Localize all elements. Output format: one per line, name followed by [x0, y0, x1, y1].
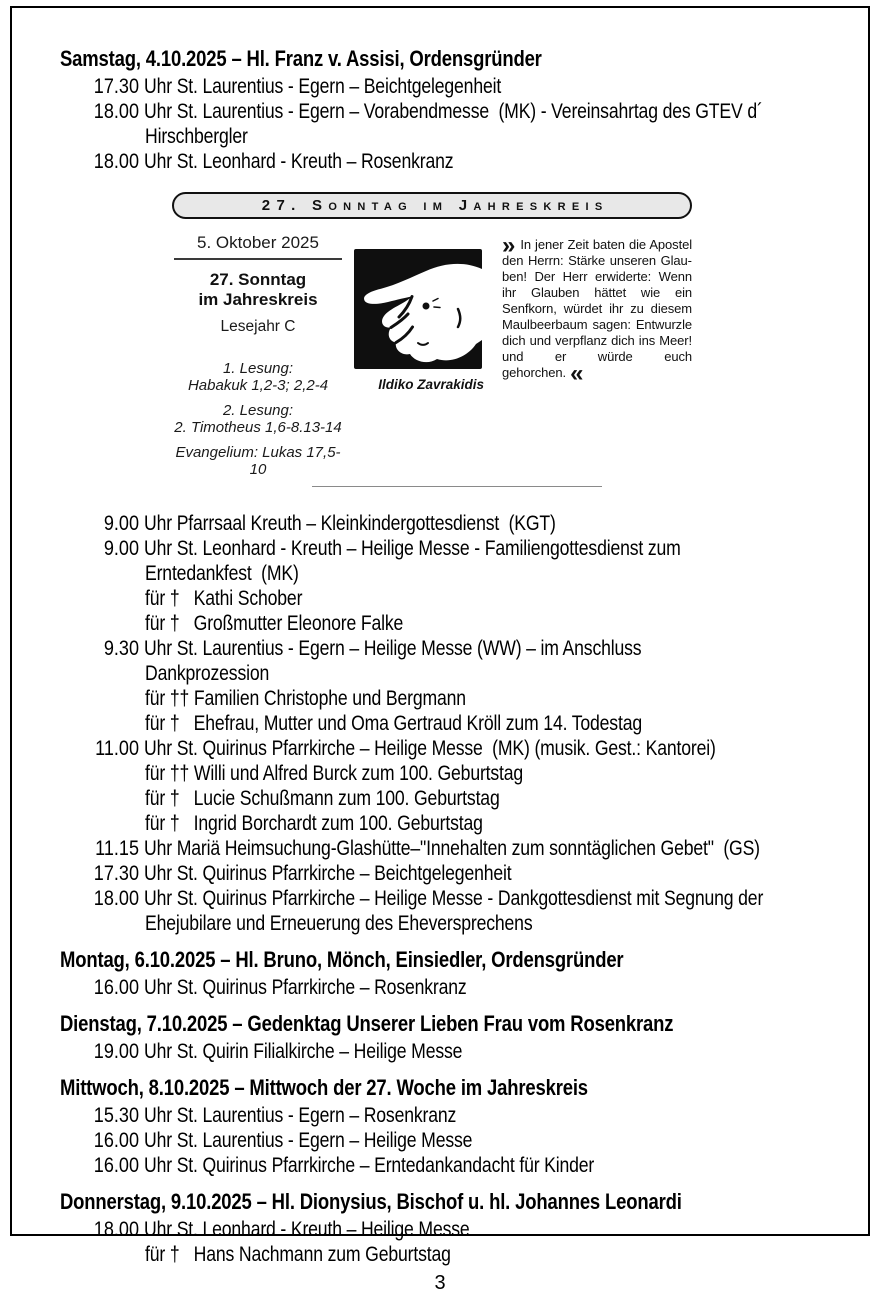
schedule-entry [12, 1039, 868, 1064]
entry-text: Uhr St. Quirinus Pfarrkirche – Rosenkranz [144, 976, 467, 999]
quote-close-icon: « [570, 360, 584, 387]
day-block [12, 511, 868, 936]
entry-time: 11.15 [95, 837, 139, 860]
schedule-continuation-line: Ehejubilare und Erneuerung des Eheversprechens [145, 912, 533, 935]
entry-text: Uhr St. Leonhard - Kreuth – Heilige Messe [144, 1218, 470, 1241]
entry-time: 18.00 [93, 1218, 139, 1241]
schedule-continuation-line: für † Ehefrau, Mutter und Oma Gertraud Kröll zum 14. Todestag [145, 712, 642, 735]
entry-time: 16.00 [93, 1154, 139, 1177]
entry-time: 18.00 [93, 100, 139, 123]
day-heading: Mittwoch, 8.10.2025 – Mittwoch der 27. Woche im Jahreskreis [60, 1075, 588, 1100]
entry-text: Uhr St. Laurentius - Egern – Beichtgelegenheit [144, 75, 502, 98]
entry-time: 9.00 [103, 537, 139, 560]
schedule-entry [12, 975, 868, 1000]
entry-time: 16.00 [93, 976, 139, 999]
first-reading-label: 1. Lesung: [222, 360, 294, 377]
schedule-entry [12, 1217, 868, 1242]
entry-text: Uhr St. Leonhard - Kreuth – Heilige Messe - Familiengottesdienst zum [144, 537, 681, 560]
schedule-continuation-line: für † Kathi Schober [145, 587, 303, 610]
sunday-card [172, 192, 692, 487]
card-bottom-rule [312, 486, 602, 487]
schedule-continuation-line: Erntedankfest (MK) [145, 562, 299, 585]
schedule-continuation-line: für † Großmutter Eleonore Falke [145, 612, 404, 635]
entry-time: 17.30 [93, 862, 139, 885]
entry-text: Uhr St. Laurentius - Egern – Rosenkranz [144, 1104, 457, 1127]
entry-text: Uhr St. Laurentius - Egern – Vorabendmesse (MK) - Vereinsahrtag des GTEV d´ [144, 100, 763, 123]
second-reading-label: 2. Lesung: [222, 402, 294, 419]
entry-time: 18.00 [93, 150, 139, 173]
schedule-entry [12, 74, 868, 99]
entry-time: 15.30 [93, 1104, 139, 1127]
second-reading [172, 402, 344, 436]
sunday-title-line1: 27. Sonntag [209, 270, 307, 289]
lectionary-year: Lesejahr C [220, 318, 296, 335]
sunday-title [172, 270, 344, 310]
gospel-reference: Evangelium: Lukas 17,5-10 [175, 444, 341, 478]
day-heading: Donnerstag, 9.10.2025 – Hl. Dionysius, Bischof u. hl. Johannes Leonardi [60, 1189, 682, 1214]
day-block [12, 1075, 868, 1178]
illustration-artist-credit: Ildiko Zavrakidis [378, 377, 484, 392]
sunday-banner-title: 27. Sonntag im Jahreskreis [261, 197, 609, 214]
entry-time: 16.00 [93, 1129, 139, 1152]
day-block [12, 947, 868, 1000]
readings-list [172, 360, 344, 478]
first-reading-ref: Habakuk 1,2-3; 2,2-4 [187, 377, 329, 394]
gospel-quote-text: In jener Zeit baten die Apostel den Herrn: Stärke unseren Glauben! Der Herr erwiderte: Wenn ihr Glauben hättet wie ein Senfkorn, würdet ihr zu diesem Maulbeerbaum sagen: Entwurzle dich und verpflanz dich ins Meer! und er würde euch gehorchen. [502, 237, 692, 380]
entry-time: 17.30 [93, 75, 139, 98]
day-heading: Dienstag, 7.10.2025 – Gedenktag Unserer Lieben Frau vom Rosenkranz [60, 1011, 674, 1036]
schedule-continuation-line: für † Ingrid Borchardt zum 100. Geburtstag [145, 812, 483, 835]
schedule-continuation-line: für † Lucie Schußmann zum 100. Geburtstag [145, 787, 500, 810]
date-underline [174, 258, 342, 260]
entry-text: Uhr St. Laurentius - Egern – Heilige Messe [144, 1129, 473, 1152]
day-block [12, 46, 868, 174]
entry-time: 19.00 [93, 1040, 139, 1063]
entry-text: Uhr St. Quirinus Pfarrkirche – Heilige Messe (MK) (musik. Gest.: Kantorei) [144, 737, 716, 760]
sunday-card-left-column [172, 233, 344, 478]
schedule-entry [12, 836, 868, 861]
schedule-entry [12, 1128, 868, 1153]
entry-text: Uhr St. Laurentius - Egern – Heilige Messe (WW) – im Anschluss [144, 637, 642, 660]
entry-text: Uhr Mariä Heimsuchung-Glashütte–"Innehalten zum sonntäglichen Gebet" (GS) [144, 837, 760, 860]
day-block [12, 1011, 868, 1064]
entry-time: 9.00 [103, 512, 139, 535]
entry-text: Uhr St. Quirinus Pfarrkirche – Beichtgelegenheit [144, 862, 512, 885]
schedule-entry [12, 886, 868, 911]
schedule-entry [12, 511, 868, 536]
page-content [12, 8, 868, 1295]
page-border-frame [10, 6, 870, 1294]
schedule-rest-section [12, 511, 868, 1267]
sunday-date: 5. Oktober 2025 [197, 233, 319, 252]
hand-with-mustard-seed-illustration [354, 249, 482, 369]
schedule-entry [12, 1153, 868, 1178]
entry-time: 18.00 [93, 887, 139, 910]
schedule-entry [12, 536, 868, 561]
day-heading: Montag, 6.10.2025 – Hl. Bruno, Mönch, Einsiedler, Ordensgründer [60, 947, 624, 972]
entry-text: Uhr Pfarrsaal Kreuth – Kleinkindergottesdienst (KGT) [144, 512, 556, 535]
sunday-card-body [172, 233, 692, 478]
schedule-continuation-line: Dankprozession [145, 662, 270, 685]
schedule-entry [12, 1103, 868, 1128]
entry-text: Uhr St. Quirinus Pfarrkirche – Heilige Messe - Dankgottesdienst mit Segnung der [144, 887, 764, 910]
schedule-entry [12, 99, 868, 124]
entry-text: Uhr St. Quirin Filialkirche – Heilige Messe [144, 1040, 463, 1063]
schedule-saturday-section [12, 46, 868, 174]
schedule-continuation-line: für † Hans Nachmann zum Geburtstag [145, 1243, 451, 1266]
gospel-quote-block [492, 233, 692, 478]
entry-time: 11.00 [95, 737, 139, 760]
schedule-continuation-line: für †† Familien Christophe und Bergmann [145, 687, 466, 710]
entry-text: Uhr St. Quirinus Pfarrkirche – Erntedankandacht für Kinder [144, 1154, 595, 1177]
day-heading: Samstag, 4.10.2025 – Hl. Franz v. Assisi, Ordensgründer [60, 46, 542, 71]
schedule-entry [12, 736, 868, 761]
second-reading-ref: 2. Timotheus 1,6-8.13-14 [174, 419, 342, 436]
quote-open-icon: » [502, 232, 516, 259]
schedule-entry [12, 861, 868, 886]
entry-time: 9.30 [103, 637, 139, 660]
schedule-entry [12, 636, 868, 661]
schedule-continuation-line: für †† Willi und Alfred Burck zum 100. Geburtstag [145, 762, 524, 785]
sunday-banner [172, 192, 692, 219]
day-block [12, 1189, 868, 1267]
schedule-entry [12, 149, 868, 174]
sunday-card-center-column [344, 233, 492, 478]
page-number: 3 [434, 1272, 446, 1294]
sunday-title-line2: im Jahreskreis [198, 290, 318, 309]
schedule-continuation-line: Hirschbergler [145, 125, 248, 148]
first-reading [172, 360, 344, 394]
entry-text: Uhr St. Leonhard - Kreuth – Rosenkranz [144, 150, 454, 173]
